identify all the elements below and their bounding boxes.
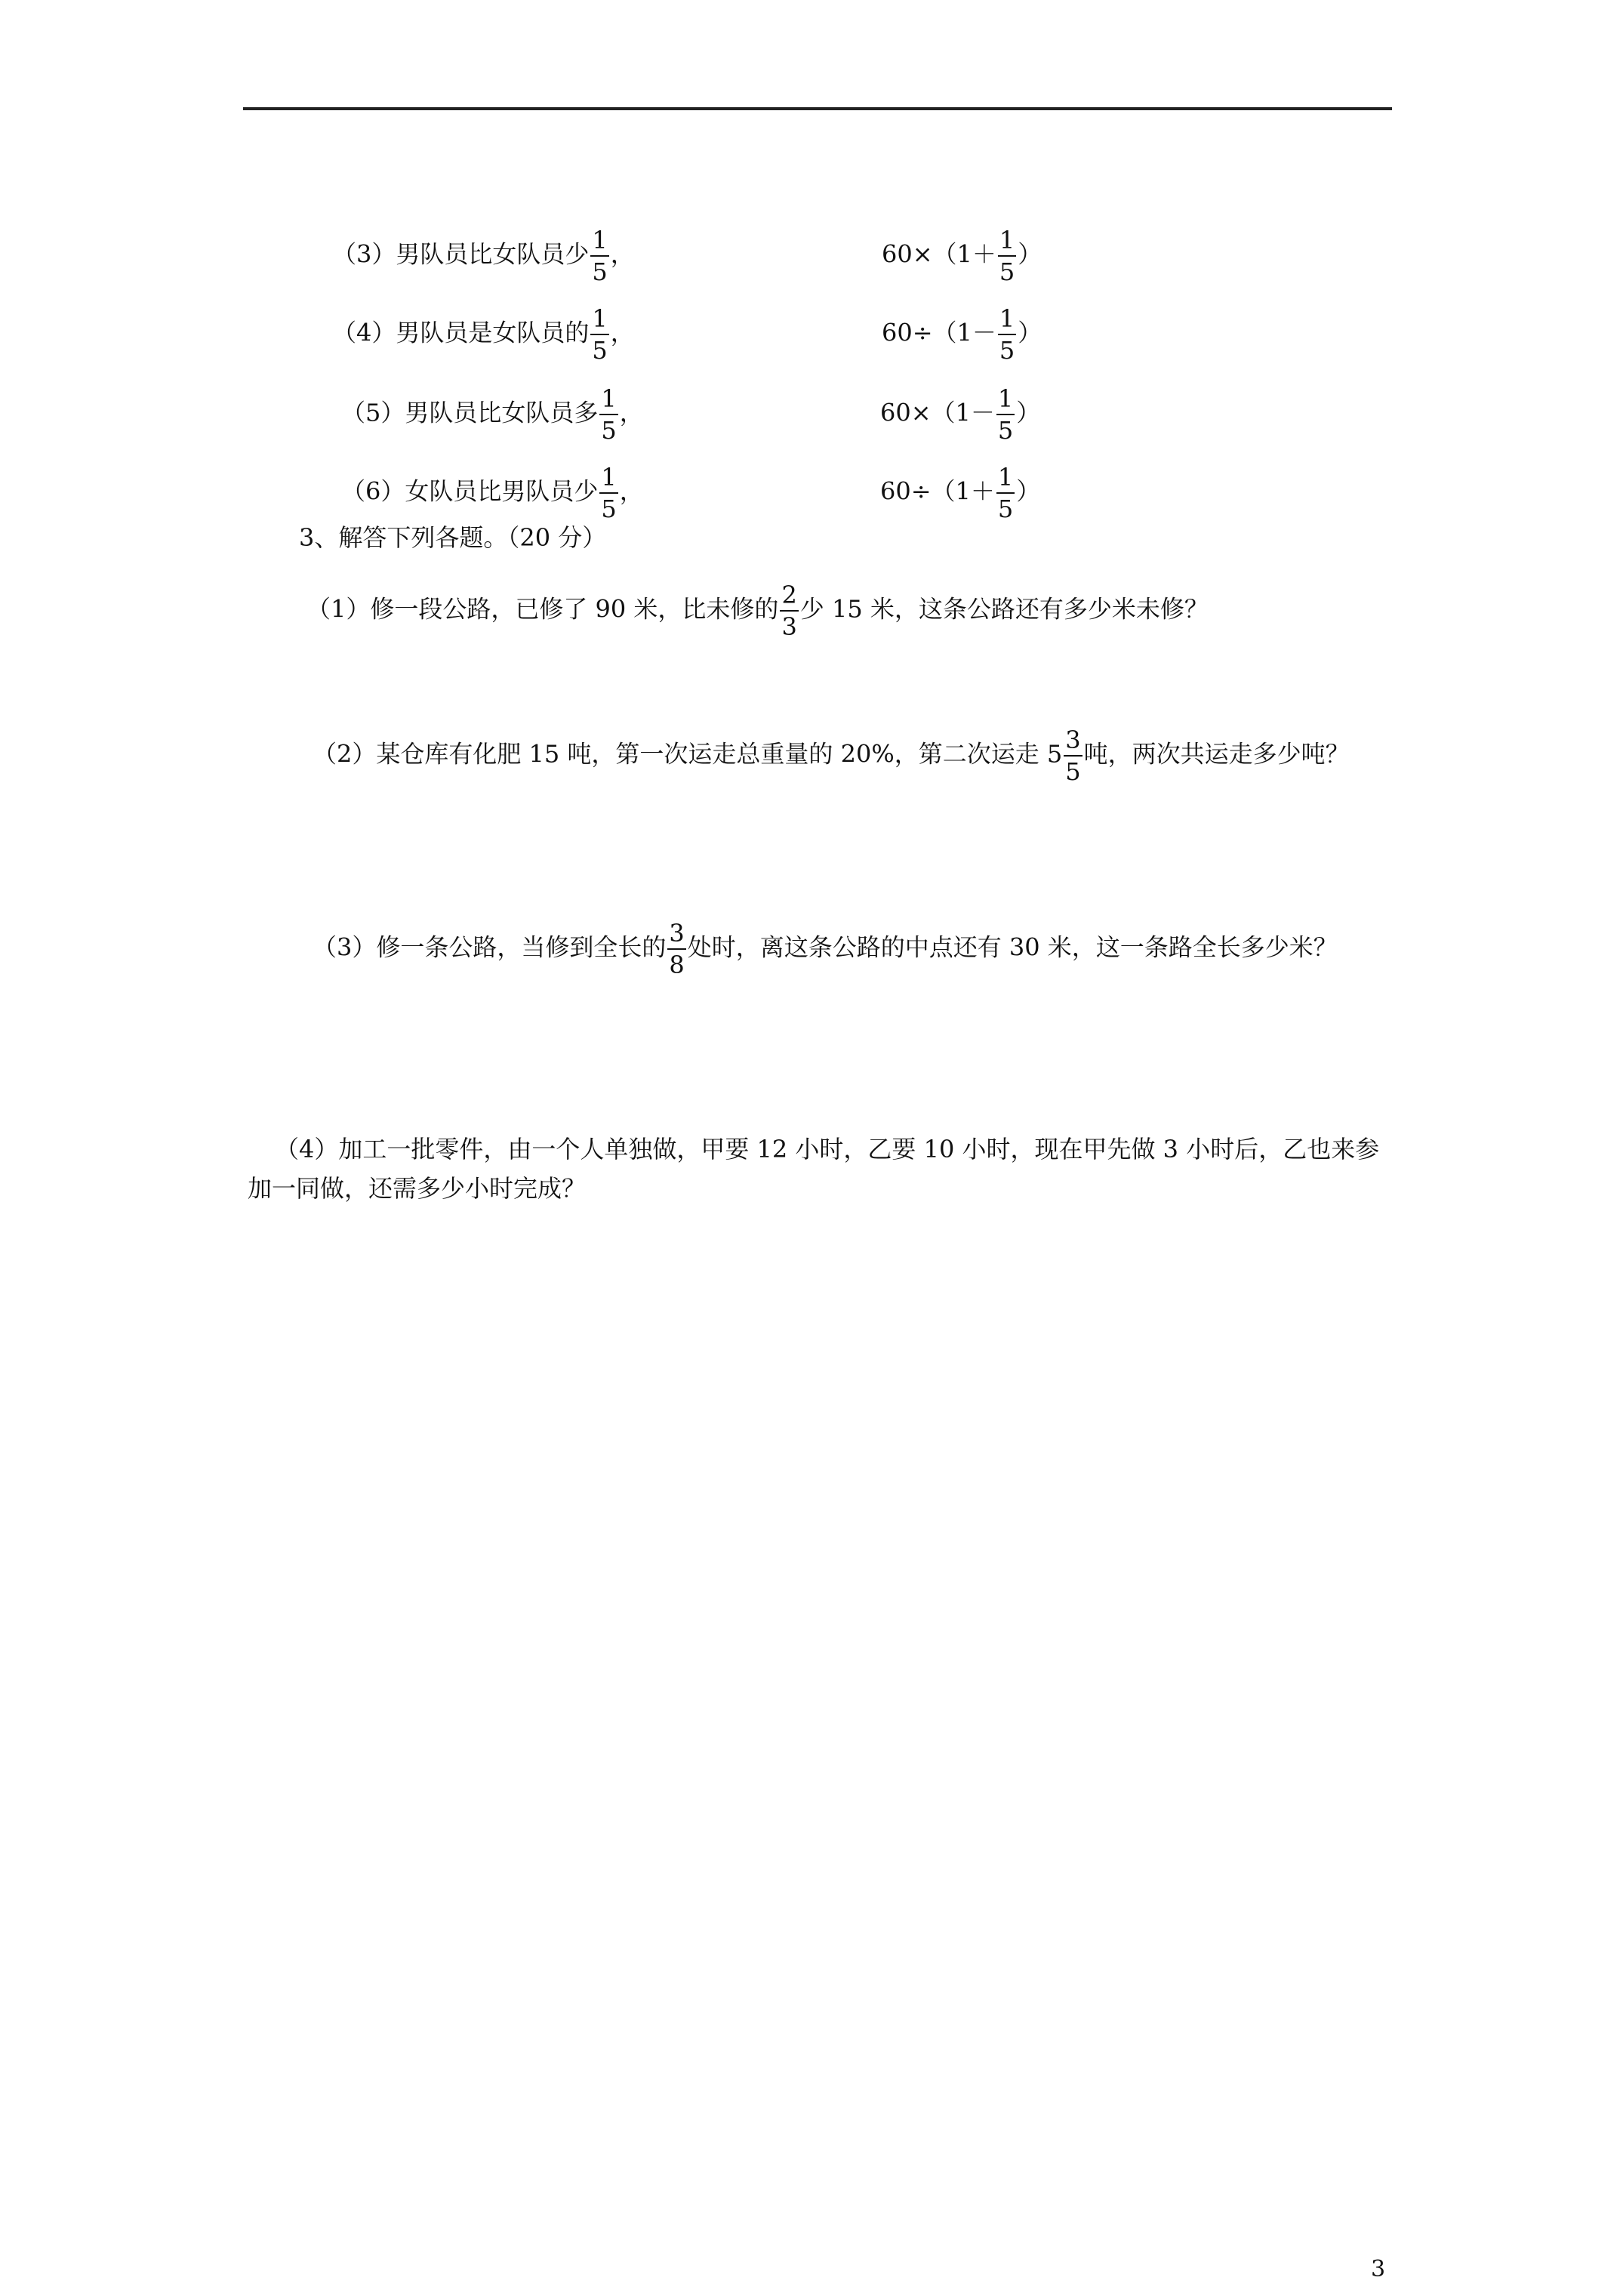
fraction: $\frac{3}{8}$	[669, 919, 685, 979]
header-rule	[243, 107, 1392, 110]
option-4: （4）男队员是女队员的 $\frac{1}{5}$ ，	[332, 304, 635, 365]
question-3: （3）修一条公路，当修到全长的 $\frac{3}{8}$ 处时，离这条公路的中点还有 30 米，这一条路全长多少米？	[313, 919, 1338, 979]
fraction: $\frac{1}{5}$	[999, 226, 1015, 286]
expression-3: 60×（1－ $\frac{1}{5}$ ）	[880, 384, 1041, 445]
fraction: $\frac{1}{5}$	[601, 463, 617, 523]
option-3: （3）男队员比女队员少 $\frac{1}{5}$ ，	[332, 226, 635, 286]
page-number: 3	[1371, 2256, 1386, 2282]
option-6: （6）女队员比男队员少 $\frac{1}{5}$ ，	[341, 463, 644, 523]
fraction: $\frac{1}{5}$	[997, 463, 1014, 523]
fraction: $\frac{2}{3}$	[781, 581, 797, 641]
fraction: $\frac{3}{5}$	[1065, 726, 1081, 786]
section-heading: 3、解答下列各题。（20 分）	[299, 523, 607, 552]
question-4: （4）加工一批零件，由一个人单独做，甲要 12 小时，乙要 10 小时，现在甲先做 3 小时后，乙也来参加一同做，还需多少小时完成？	[248, 1135, 1380, 1203]
expression-1: 60×（1＋ $\frac{1}{5}$ ）	[882, 226, 1042, 286]
question-1: （1）修一段公路，已修了 90 米，比未修的 $\frac{2}{3}$ 少 15 米，这条公路还有多少米未修？	[306, 581, 1209, 641]
fraction: $\frac{1}{5}$	[592, 304, 608, 365]
option-5: （5）男队员比女队员多 $\frac{1}{5}$ ，	[341, 384, 644, 445]
expression-2: 60÷（1－ $\frac{1}{5}$ ）	[882, 304, 1042, 365]
question-2: （2）某仓库有化肥 15 吨，第一次运走总重量的 20%，第二次运走 5 $\frac{3}{5}$ 吨，两次共运走多少吨？	[313, 726, 1350, 786]
expression-4: 60÷（1＋ $\frac{1}{5}$ ）	[880, 463, 1041, 523]
fraction: $\frac{1}{5}$	[601, 384, 617, 445]
fraction: $\frac{1}{5}$	[592, 226, 608, 286]
fraction: $\frac{1}{5}$	[999, 304, 1015, 365]
fraction: $\frac{1}{5}$	[997, 384, 1014, 445]
